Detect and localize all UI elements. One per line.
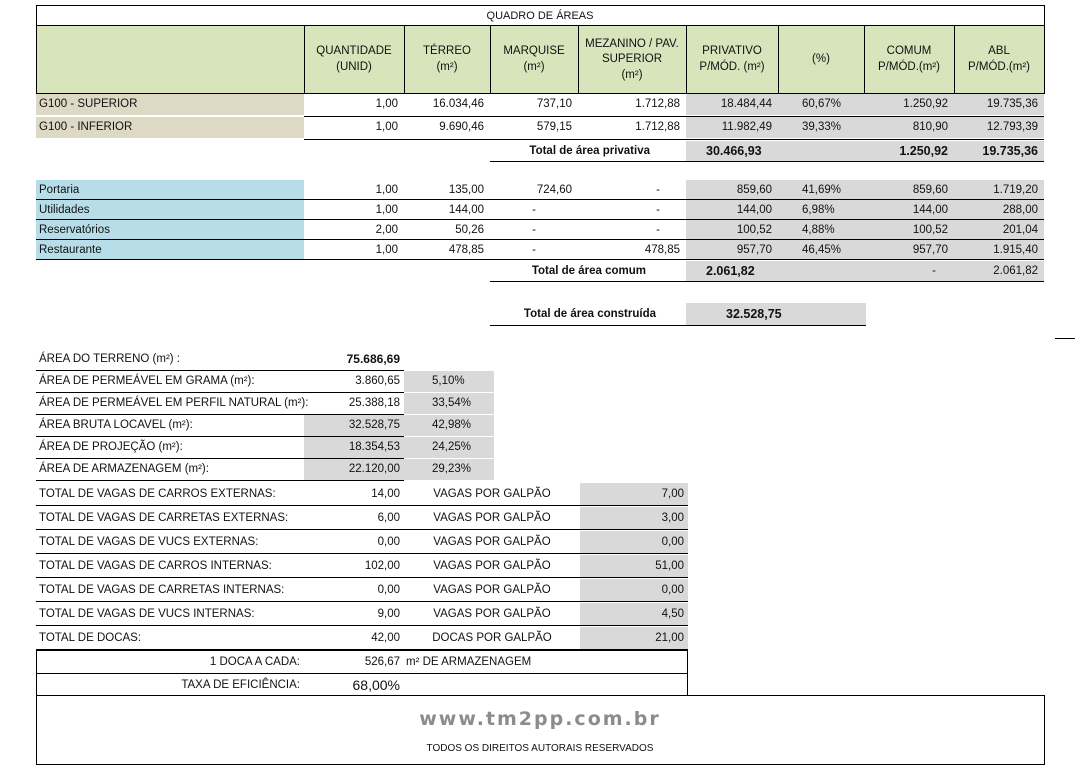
doca-label: 1 DOCA A CADA: [209,656,300,668]
private-row-privativo: 18.484,44 [686,94,778,115]
area-value: 18.354,53 [304,437,404,458]
header-line: SUPERIOR [601,53,663,66]
area-value: 25.388,18 [348,397,400,409]
header-cell [490,26,578,94]
eficiencia-label: TAXA DE EFICIÊNCIA: [181,679,300,691]
area-label: ÁREA DE PERMEÁVEL EM GRAMA (m²): [39,375,255,387]
header-col-divider [864,26,865,94]
doca-value: 526,67 [364,656,400,668]
area-value: 3.860,65 [355,375,400,387]
header-line: P/MÓD. (m²) [699,61,765,73]
box-right [687,650,688,696]
vagas-per: 7,00 [580,483,688,505]
common-row-pct: 41,69% [778,180,864,200]
private-row-marquise: 737,10 [536,98,572,110]
header-line: TÉRREO [423,45,471,58]
built-total-underline [490,325,866,326]
common-row-label: Reservatórios [36,220,304,240]
private-row-marquise: 579,15 [536,121,572,133]
right-border [1044,5,1045,94]
header-line: (m²) [436,61,458,73]
area-pct: 24,25% [404,437,494,458]
header-col-divider [686,26,687,94]
common-row-terreo: 144,00 [448,204,484,216]
built-total-label: Total de área construída [523,308,656,320]
footer-rights: TODOS OS DIREITOS AUTORAIS RESERVADOS [426,743,654,754]
private-row-abl: 19.735,36 [954,94,1044,115]
header-line: ABL [988,45,1010,58]
common-row-privativo: 957,70 [686,240,778,260]
vagas-per: 3,00 [580,507,688,529]
common-row-marquise: 724,60 [536,184,572,196]
area-value: 22.120,00 [304,459,404,480]
common-row-comum: 144,00 [864,200,954,220]
private-row-label: G100 - INFERIOR [36,117,304,138]
private-row-privativo: 11.982,49 [686,117,778,138]
header-line: QUANTIDADE [316,45,392,58]
common-row-pct: 46,45% [778,240,864,260]
vagas-unit: VAGAS POR GALPÃO [433,584,551,596]
header-line: MEZANINO / PAV. [585,37,679,50]
common-row-marquise: - [532,204,536,216]
area-label: ÁREA BRUTA LOCAVEL (m²): [39,419,193,431]
header-line: P/MÓD.(m²) [968,61,1030,73]
common-row-pct: 4,88% [778,220,864,240]
vagas-value: 0,00 [377,584,400,596]
common-row-comum: 957,70 [864,240,954,260]
header-line: P/MÓD.(m²) [878,61,940,73]
row-underline [36,601,688,602]
header-line: (m²) [523,61,545,73]
header-col-divider [578,26,579,94]
footer-site: www.tm2pp.com.br [419,708,661,730]
area-pct: 29,23% [404,459,494,480]
common-row-abl: 201,04 [954,220,1044,240]
common-row-qtd: 1,00 [375,204,398,216]
area-label: ÁREA DE PERMEÁVEL EM PERFIL NATURAL (m²): [39,397,309,409]
common-total-underline [490,281,1044,282]
vagas-unit: DOCAS POR GALPÃO [432,632,552,644]
row-underline [36,625,688,626]
common-total-privativo: 2.061,82 [686,261,778,281]
vagas-per: 0,00 [580,531,688,553]
common-row-terreo: 478,85 [448,244,484,256]
common-row-qtd: 1,00 [375,184,398,196]
private-total-pct-empty [778,141,864,161]
area-label: ÁREA DE ARMAZENAGEM (m²): [39,463,209,475]
area-label: ÁREA DE PROJEÇÃO (m²): [39,441,183,453]
doca-unit: m² DE ARMAZENAGEM [406,656,532,668]
common-total-label: Total de área comum [531,265,646,277]
common-row-marquise: - [532,244,536,256]
vagas-label: TOTAL DE VAGAS DE VUCS INTERNAS: [39,608,255,620]
row-underline [36,553,688,554]
common-row-label: Restaurante [36,240,304,260]
private-row-qtd: 1,00 [375,98,398,110]
common-total-comum: - [864,261,954,281]
common-row-abl: 1.719,20 [954,180,1044,200]
header-line: (m²) [621,68,643,81]
header-cell [954,26,1044,94]
vagas-value: 0,00 [377,536,400,548]
common-row-pct: 6,98% [778,200,864,220]
common-row-terreo: 135,00 [448,184,484,196]
private-row-abl: 12.793,39 [954,117,1044,138]
area-pct: 5,10% [404,371,494,392]
private-row-terreo: 16.034,46 [432,98,484,110]
header-col-divider [490,26,491,94]
common-row-marquise: - [532,224,536,236]
vagas-label: TOTAL DE VAGAS DE CARRETAS INTERNAS: [39,584,285,596]
footer-right [1044,695,1045,765]
vagas-unit: VAGAS POR GALPÃO [433,536,551,548]
private-row-terreo: 9.690,46 [439,121,484,133]
vagas-value: 6,00 [377,512,400,524]
box-left [36,650,37,696]
table-title: QUADRO DE ÁREAS [486,10,594,22]
private-row-mezanino: 1.712,88 [635,98,680,110]
vagas-label: TOTAL DE DOCAS: [39,632,142,644]
header-cell [778,26,864,94]
edge-mark [1055,338,1075,339]
eficiencia-value: 68,00% [352,677,400,693]
vagas-unit: VAGAS POR GALPÃO [433,560,551,572]
header-cell [686,26,778,94]
row-underline [304,139,1044,140]
private-total-abl: 19.735,36 [954,141,1044,161]
private-row-qtd: 1,00 [375,121,398,133]
common-row-mezanino: - [656,184,660,196]
header-line: (%) [812,53,830,66]
header-line: PRIVATIVO [702,45,762,58]
vagas-per: 51,00 [580,555,688,577]
terrain-value: 75.686,69 [346,352,400,366]
vagas-per: 4,50 [580,603,688,625]
header-col-divider [304,26,305,94]
common-row-privativo: 144,00 [686,200,778,220]
vagas-label: TOTAL DE VAGAS DE CARRETAS EXTERNAS: [39,512,289,524]
area-pct: 33,54% [404,393,494,414]
private-row-mezanino: 1.712,88 [635,121,680,133]
common-row-terreo: 50,26 [455,224,484,236]
common-total-pct-empty [778,261,864,281]
common-row-privativo: 100,52 [686,220,778,240]
common-row-abl: 288,00 [954,200,1044,220]
area-value: 32.528,75 [304,415,404,436]
private-row-pct: 39,33% [778,117,864,138]
built-total-value: 32.528,75 [686,303,866,325]
header-col-divider [778,26,779,94]
common-row-comum: 859,60 [864,180,954,200]
private-row-comum: 810,90 [864,117,954,138]
common-row-label: Portaria [36,180,304,200]
vagas-value: 102,00 [364,560,400,572]
common-row-privativo: 859,60 [686,180,778,200]
private-row-label: G100 - SUPERIOR [36,94,304,115]
private-row-pct: 60,67% [778,94,864,115]
common-total-abl: 2.061,82 [954,261,1044,281]
vagas-unit: VAGAS POR GALPÃO [433,488,551,500]
row-underline [36,480,404,481]
header-line: COMUM [886,45,932,58]
row-underline [36,577,688,578]
area-pct: 42,98% [404,415,494,436]
vagas-label: TOTAL DE VAGAS DE CARROS EXTERNAS: [39,488,276,500]
row-underline [36,259,1044,260]
row-underline [36,529,688,530]
vagas-value: 9,00 [377,608,400,620]
vagas-unit: VAGAS POR GALPÃO [433,608,551,620]
header-line: (UNID) [336,61,372,73]
common-row-qtd: 1,00 [375,244,398,256]
common-row-qtd: 2,00 [375,224,398,236]
common-row-label: Utilidades [36,200,304,220]
vagas-label: TOTAL DE VAGAS DE VUCS EXTERNAS: [39,536,259,548]
common-row-mezanino: 478,85 [644,244,680,256]
common-row-comum: 100,52 [864,220,954,240]
common-row-abl: 1.915,40 [954,240,1044,260]
private-total-comum: 1.250,92 [864,141,954,161]
private-total-label: Total de área privativa [529,145,650,157]
vagas-per: 0,00 [580,579,688,601]
vagas-unit: VAGAS POR GALPÃO [433,512,551,524]
vagas-value: 42,00 [371,632,400,644]
vagas-value: 14,00 [371,488,400,500]
private-row-comum: 1.250,92 [864,94,954,115]
header-cell [864,26,954,94]
left-border [36,5,37,94]
common-row-mezanino: - [656,224,660,236]
footer-top [36,695,1044,696]
header-col-divider [954,26,955,94]
private-total-underline [490,161,1044,162]
vagas-label: TOTAL DE VAGAS DE CARROS INTERNAS: [39,560,272,572]
header-cell [578,26,686,94]
header-cell [404,26,490,94]
header-cell [304,26,404,94]
row-underline [36,505,688,506]
common-row-mezanino: - [656,204,660,216]
vagas-per: 21,00 [580,627,688,649]
header-line: MARQUISE [503,45,565,58]
terrain-label: ÁREA DO TERRENO (m²) : [39,353,180,365]
private-total-privativo: 30.466,93 [686,141,778,161]
header-col-divider [404,26,405,94]
